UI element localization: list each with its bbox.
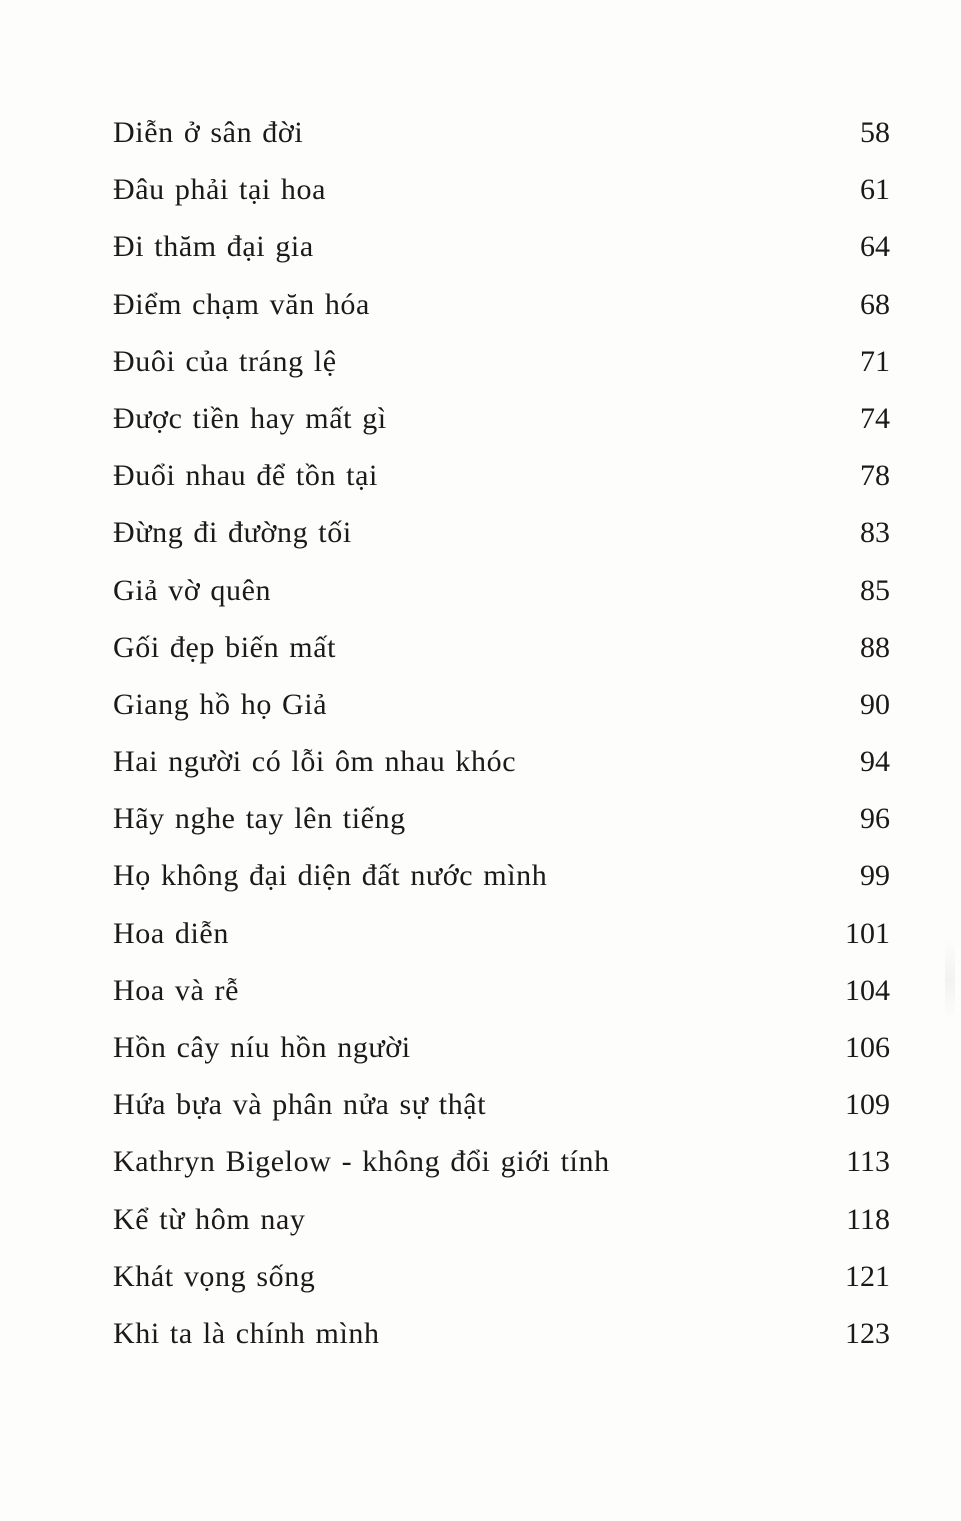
toc-entry-title: Đâu phải tại hoa bbox=[113, 173, 327, 207]
toc-entry bbox=[113, 333, 890, 390]
toc-entry bbox=[113, 218, 890, 275]
toc-entry-title: Điểm chạm văn hóa bbox=[113, 287, 370, 321]
toc-entry-page-number: 90 bbox=[860, 687, 890, 721]
toc-entry bbox=[113, 962, 890, 1019]
toc-entry-title: Khi ta là chính mình bbox=[113, 1316, 380, 1350]
toc-entry-page-number: 101 bbox=[845, 916, 890, 950]
toc-entry-page-number: 88 bbox=[860, 630, 890, 664]
toc-entry-page-number: 64 bbox=[860, 230, 890, 264]
toc-entry-title: Được tiền hay mất gì bbox=[113, 401, 387, 435]
toc-entry-title: Hứa bựa và phân nửa sự thật bbox=[113, 1088, 487, 1122]
toc-entry-page-number: 121 bbox=[845, 1259, 890, 1293]
toc-entry-title: Hoa diễn bbox=[113, 916, 229, 950]
toc-entry-page-number: 123 bbox=[845, 1316, 890, 1350]
toc-entry-title: Giang hồ họ Giả bbox=[113, 687, 328, 721]
toc-entry bbox=[113, 1019, 890, 1076]
toc-entry-page-number: 78 bbox=[860, 459, 890, 493]
toc-entry bbox=[113, 504, 890, 561]
toc-entry-page-number: 94 bbox=[860, 745, 890, 779]
toc-entry-title: Khát vọng sống bbox=[113, 1259, 316, 1293]
toc-entry-title: Đừng đi đường tối bbox=[113, 516, 352, 550]
toc-entry-page-number: 118 bbox=[846, 1202, 890, 1236]
toc-entry-title: Hoa và rễ bbox=[113, 973, 240, 1007]
toc-entry bbox=[113, 1305, 890, 1362]
toc-entry bbox=[113, 390, 890, 447]
toc-entry-page-number: 74 bbox=[860, 401, 890, 435]
toc-entry-title: Giả vờ quên bbox=[113, 573, 272, 607]
toc-entry-page-number: 96 bbox=[860, 802, 890, 836]
toc-entry-page-number: 83 bbox=[860, 516, 890, 550]
toc-entry-title: Đuôi của tráng lệ bbox=[113, 344, 337, 378]
toc-entry bbox=[113, 847, 890, 904]
toc-entry bbox=[113, 1133, 890, 1190]
toc-entry bbox=[113, 619, 890, 676]
toc-entry bbox=[113, 161, 890, 218]
toc-entry-title: Kathryn Bigelow - không đổi giới tính bbox=[113, 1145, 610, 1179]
toc-entry bbox=[113, 447, 890, 504]
toc-entry bbox=[113, 1248, 890, 1305]
toc-entry-page-number: 71 bbox=[860, 344, 890, 378]
toc-entry bbox=[113, 276, 890, 333]
toc-entry bbox=[113, 1076, 890, 1133]
toc-entry bbox=[113, 104, 890, 161]
scan-artifact bbox=[945, 940, 955, 1020]
toc-list bbox=[113, 104, 890, 1362]
toc-entry-page-number: 99 bbox=[860, 859, 890, 893]
toc-entry-title: Đuổi nhau để tồn tại bbox=[113, 459, 378, 493]
toc-entry bbox=[113, 676, 890, 733]
toc-entry bbox=[113, 733, 890, 790]
toc-entry-title: Hồn cây níu hồn người bbox=[113, 1031, 411, 1064]
toc-entry-page-number: 113 bbox=[846, 1145, 890, 1179]
toc-entry-page-number: 104 bbox=[845, 973, 890, 1007]
toc-entry-page-number: 109 bbox=[845, 1088, 890, 1122]
toc-entry bbox=[113, 790, 890, 847]
toc-entry-title: Hãy nghe tay lên tiếng bbox=[113, 802, 406, 836]
toc-entry-title: Hai người có lỗi ôm nhau khóc bbox=[113, 745, 517, 779]
toc-entry-page-number: 106 bbox=[845, 1031, 890, 1064]
toc-entry-page-number: 85 bbox=[860, 573, 890, 607]
toc-entry bbox=[113, 905, 890, 962]
toc-entry-title: Họ không đại diện đất nước mình bbox=[113, 859, 548, 893]
toc-entry-page-number: 58 bbox=[860, 116, 890, 149]
toc-entry-title: Gối đẹp biến mất bbox=[113, 630, 337, 664]
toc-entry-title: Đi thăm đại gia bbox=[113, 230, 314, 264]
toc-entry bbox=[113, 1191, 890, 1248]
toc-entry bbox=[113, 562, 890, 619]
toc-entry-title: Diễn ở sân đời bbox=[113, 116, 304, 149]
toc-entry-page-number: 68 bbox=[860, 287, 890, 321]
toc-entry-title: Kể từ hôm nay bbox=[113, 1202, 306, 1236]
toc-entry-page-number: 61 bbox=[860, 173, 890, 207]
